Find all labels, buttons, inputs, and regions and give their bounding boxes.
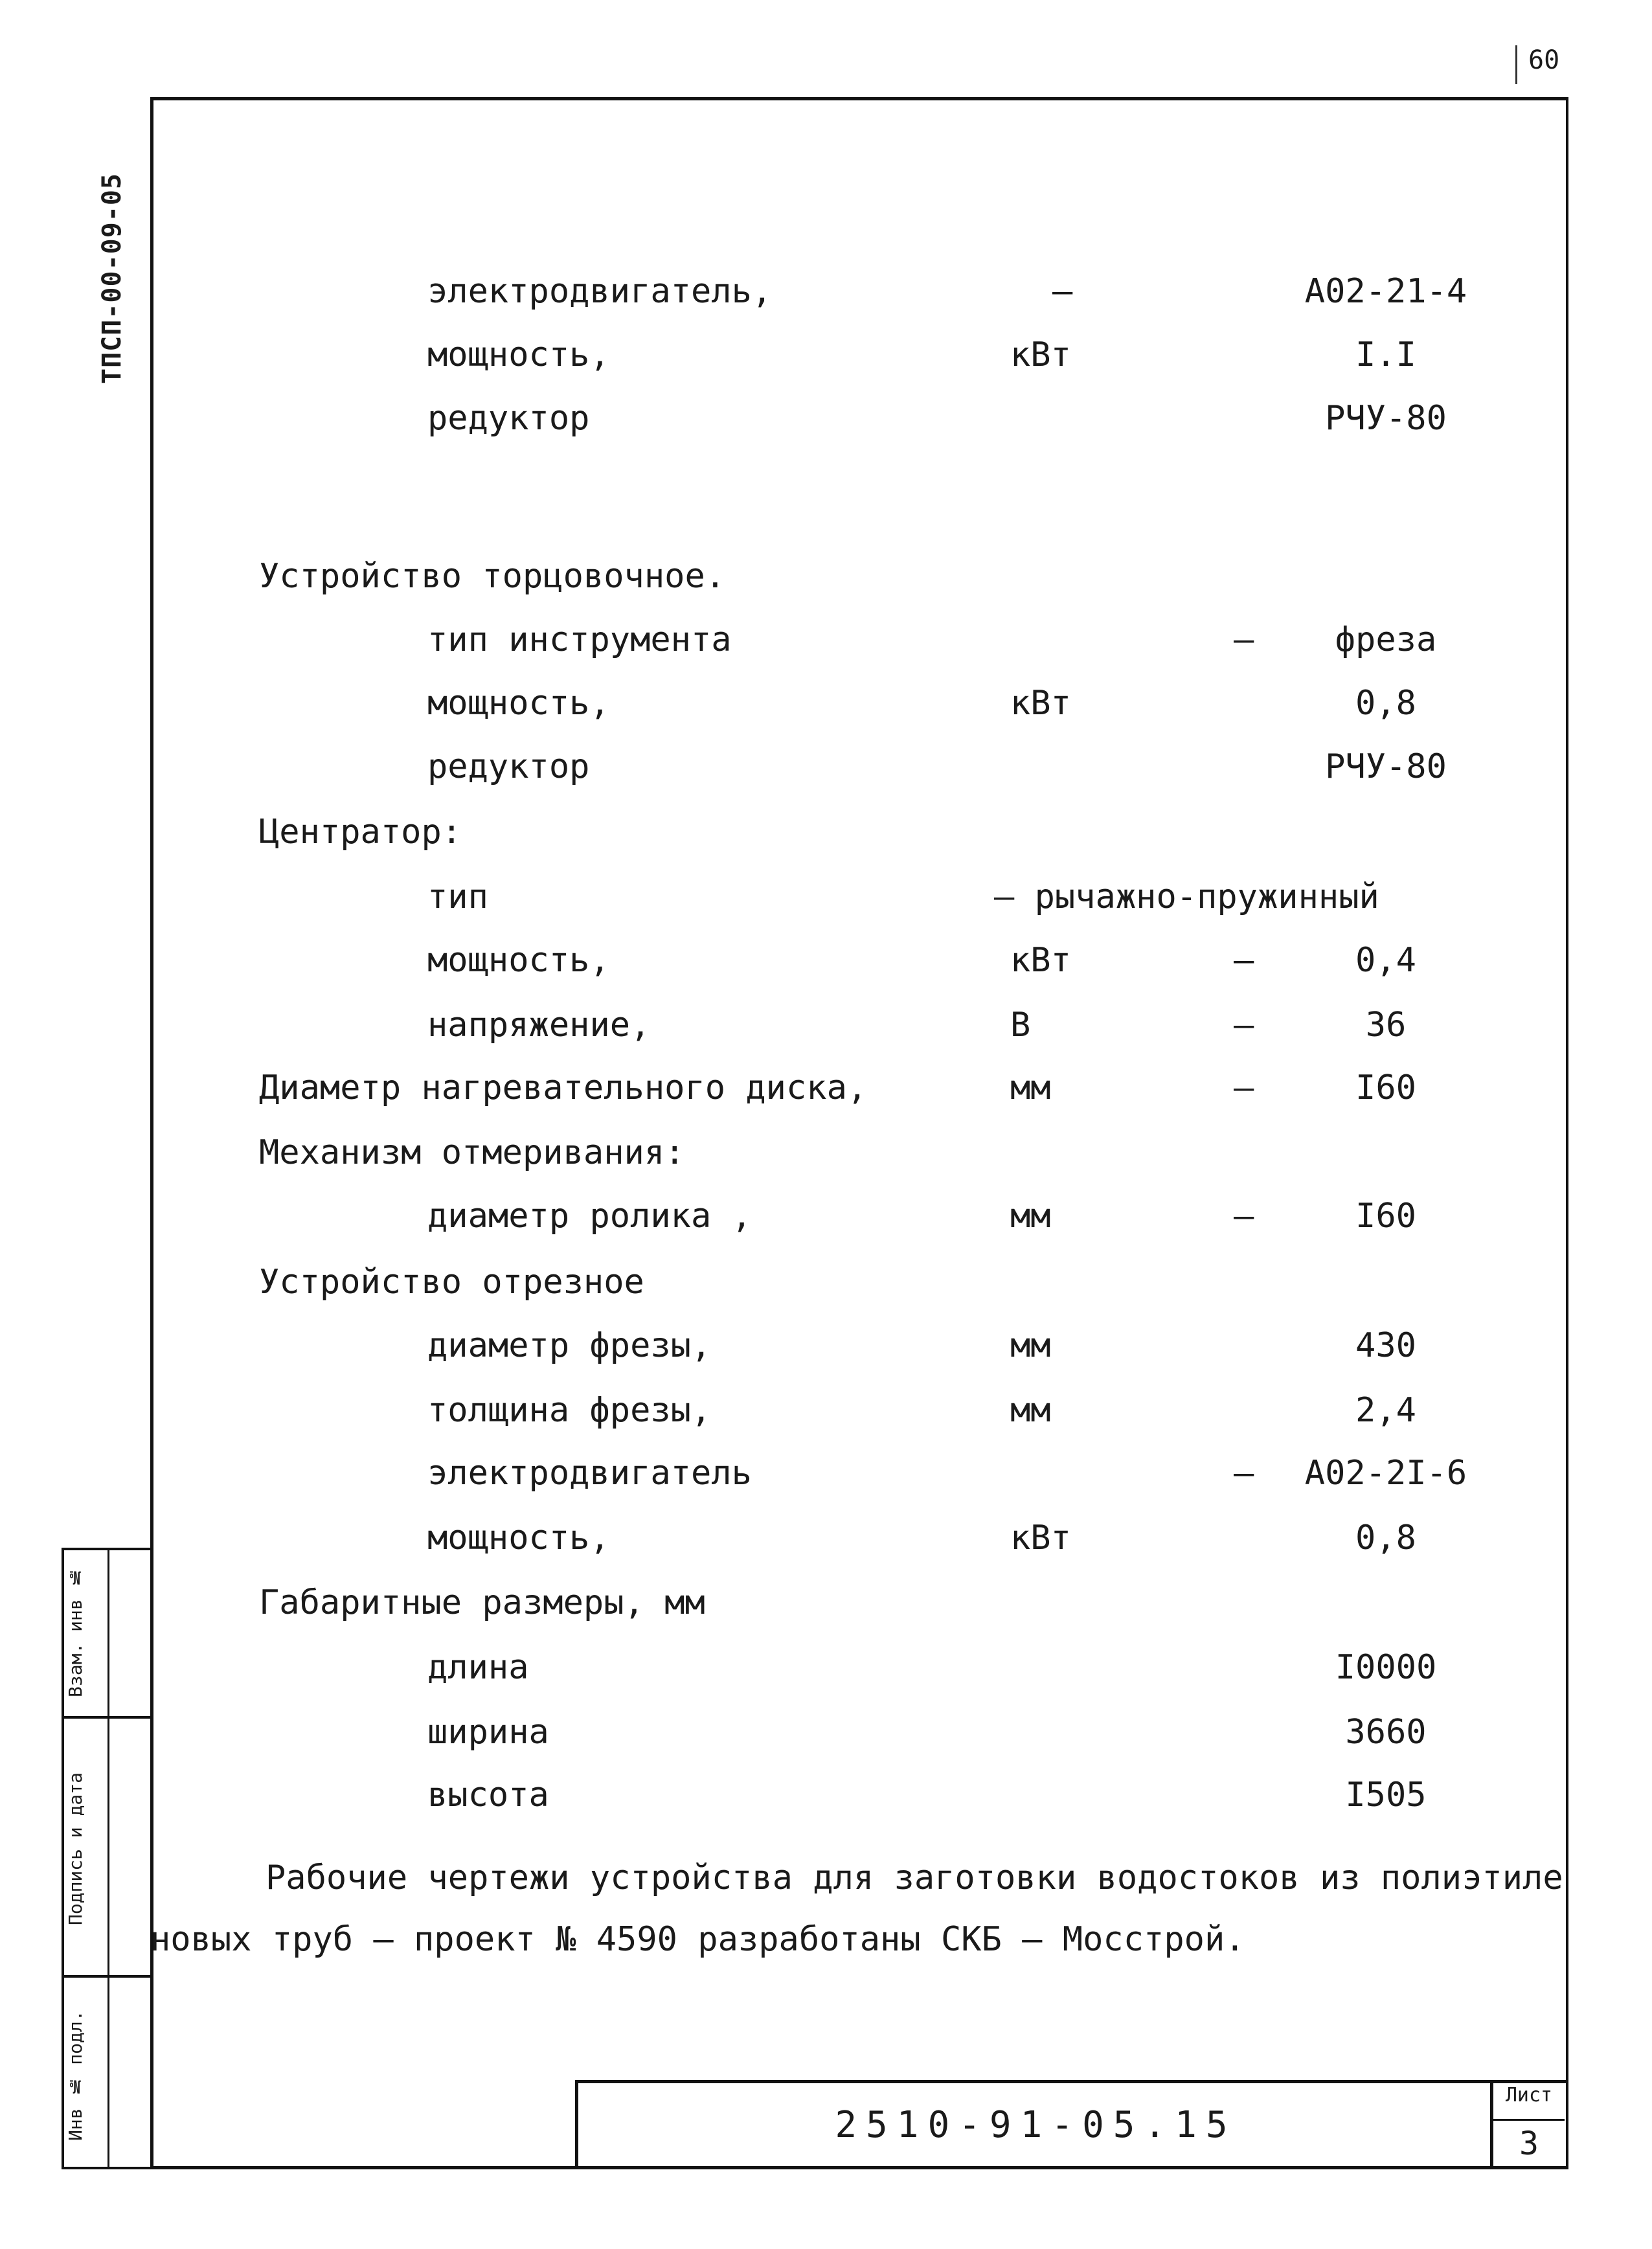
spec-row [0,1519,1652,1577]
spec-dash: – [1234,1454,1254,1493]
spec-row [0,684,1652,742]
spec-value: 0,4 [1355,941,1416,980]
spec-row [0,399,1652,457]
spec-unit: кВт [1010,941,1071,980]
spec-row [0,1133,1652,1192]
spec-label: Габаритные размеры, мм [259,1583,705,1622]
spec-value: 3660 [1345,1713,1427,1752]
spec-dash: – [1234,1068,1254,1107]
spec-value: 0,8 [1355,684,1416,723]
spec-value: фреза [1335,620,1437,659]
spec-value: I60 [1355,1068,1416,1107]
spec-row [0,1776,1652,1834]
spec-unit: мм [1010,1197,1051,1236]
spec-dash: – [1052,272,1073,311]
paragraph-line-2: новых труб – проект № 4590 разработаны СКБ – Мосстрой. [150,1920,1245,1959]
spec-value: I0000 [1335,1648,1437,1687]
spec-value: А02-2I-6 [1304,1454,1467,1493]
left-strip-divider [62,1975,150,1978]
spec-value: 36 [1365,1006,1407,1045]
spec-label: Устройство торцовочное. [259,557,726,596]
spec-row [0,941,1652,999]
spec-label: Центратор: [259,813,462,852]
spec-label: длина [427,1648,529,1687]
vertical-document-code: ТПСП-00-09-05 [97,172,127,385]
spec-row [0,1197,1652,1255]
spec-label: толщина фрезы, [427,1391,712,1430]
spec-value: А02-21-4 [1304,272,1467,311]
spec-label: напряжение, [427,1006,651,1045]
spec-unit: мм [1010,1391,1051,1430]
spec-value: I505 [1345,1776,1427,1814]
strip-label-signature: Подпись и дата [65,1772,86,1926]
spec-label: мощность, [427,1519,610,1557]
left-strip-divider [62,1716,150,1719]
corner-mark [1515,39,1612,97]
spec-dash: – [1234,620,1254,659]
spec-row [0,1454,1652,1512]
spec-row [0,877,1652,936]
title-block [575,2080,1490,2169]
spec-label: высота [427,1776,549,1814]
spec-row [0,1391,1652,1449]
spec-label: Устройство отрезное [259,1263,644,1302]
spec-row [0,272,1652,330]
spec-unit: кВт [1010,684,1071,723]
spec-row [0,335,1652,394]
sheet-number: 3 [1519,2125,1539,2162]
paragraph-line-1: Рабочие чертежи устройства для заготовки водостоков из полиэтиле [266,1859,1563,1897]
spec-value: РЧУ-80 [1325,399,1447,438]
spec-unit: мм [1010,1068,1051,1107]
spec-unit: – рычажно-пружинный [994,877,1379,916]
spec-unit: мм [1010,1326,1051,1365]
spec-value: I60 [1355,1197,1416,1236]
spec-unit: кВт [1010,1519,1071,1557]
spec-row [0,1263,1652,1321]
spec-dash: – [1234,1006,1254,1045]
spec-value: 0,8 [1355,1519,1416,1557]
spec-row [0,1068,1652,1127]
spec-value: 430 [1355,1326,1416,1365]
spec-label: тип инструмента [427,620,732,659]
spec-label: Механизм отмеривания: [259,1133,685,1172]
spec-value: 2,4 [1355,1391,1416,1430]
spec-label: редуктор [427,747,590,786]
spec-dash: – [1234,1197,1254,1236]
spec-dash: – [1234,941,1254,980]
spec-row [0,1713,1652,1771]
spec-label: электродвигатель [427,1454,752,1493]
spec-row [0,813,1652,871]
strip-label-replace: Взам. инв № [65,1566,86,1697]
strip-label-inv: Инв № подл. [65,2010,86,2141]
document-code: 2510-91-05.15 [835,2104,1237,2146]
spec-label: диаметр фрезы, [427,1326,712,1365]
spec-row [0,1583,1652,1642]
spec-row [0,747,1652,806]
spec-row [0,557,1652,615]
spec-value: РЧУ-80 [1325,747,1447,786]
corner-number: 60 [1528,45,1560,75]
left-strip-column-line [107,1548,109,2169]
spec-row [0,620,1652,679]
spec-label: мощность, [427,941,610,980]
spec-value: I.I [1355,335,1416,374]
spec-label: диаметр ролика , [427,1197,752,1236]
spec-label: редуктор [427,399,590,438]
spec-unit: В [1010,1006,1031,1045]
spec-label: электродвигатель, [427,272,773,311]
spec-row [0,1648,1652,1706]
spec-unit: кВт [1010,335,1071,374]
spec-label: мощность, [427,335,610,374]
spec-label: мощность, [427,684,610,723]
spec-label: ширина [427,1713,549,1752]
corner-bar [1515,45,1517,84]
spec-row [0,1326,1652,1384]
sheet-label: Лист [1493,2084,1565,2121]
spec-row [0,1006,1652,1064]
spec-label: тип [427,877,488,916]
spec-label: Диаметр нагревательного диска, [259,1068,868,1107]
